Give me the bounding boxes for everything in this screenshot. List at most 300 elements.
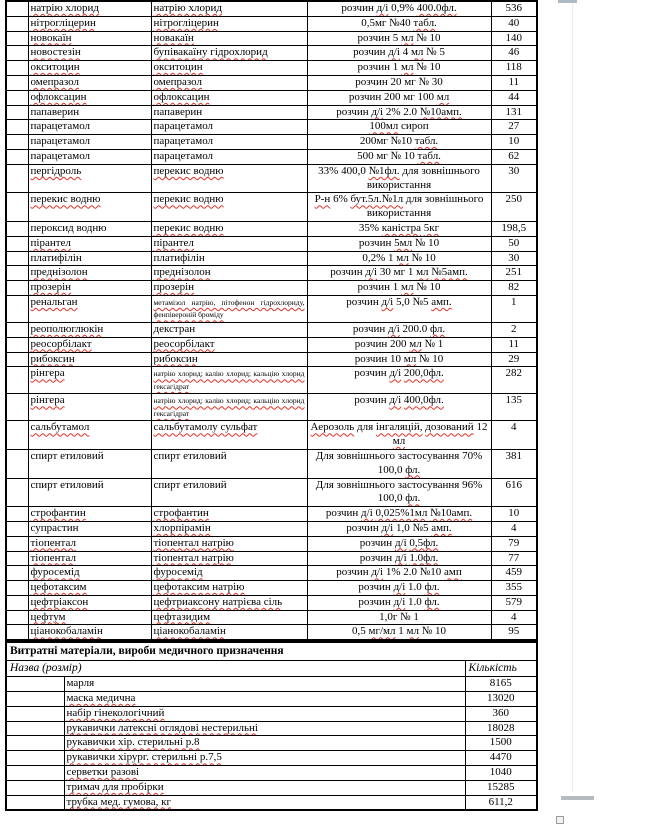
cell-text: 1: [387, 251, 394, 264]
cell-text: 35%: [358, 221, 380, 234]
cell-medication-name: [28, 322, 151, 337]
medication-row: [6, 352, 537, 367]
cell-text: 50: [508, 236, 520, 249]
cell-medication-name: [28, 507, 151, 522]
medication-row: [6, 16, 537, 31]
cell-dosage-form: [307, 352, 491, 367]
cell-generic-name: [151, 251, 307, 266]
cell-text: 18028: [487, 721, 515, 734]
cell-text: новакаїн: [153, 31, 194, 44]
cell-text: розчин: [357, 31, 390, 44]
cell-quantity: [491, 566, 537, 581]
cell-text: 282: [505, 367, 522, 380]
cell-text: рибоксин: [30, 352, 75, 365]
cell-text: 360: [492, 706, 510, 719]
cell-quantity: [491, 46, 537, 61]
cell-text: зовнішнього: [336, 449, 396, 462]
cell-dosage-form: [307, 581, 491, 596]
cell-text: мл: [403, 352, 417, 365]
cell-text: 11: [508, 337, 520, 350]
cell-text: 4470: [489, 751, 512, 764]
cell-text: 10: [389, 352, 401, 365]
cell-text: прозерін: [30, 281, 72, 294]
scrollbar-fragment-top[interactable]: [558, 0, 577, 3]
cell-generic-name: [151, 449, 307, 478]
cell-text: д/і: [388, 46, 400, 59]
cell-text: 2%: [385, 105, 401, 118]
cell-dosage-form: [307, 236, 491, 251]
cell-text: мл: [392, 435, 406, 448]
cell-quantity: [491, 610, 537, 625]
cell-text: омепразол: [30, 75, 80, 88]
cell-text: розчин: [358, 595, 391, 608]
cell-text: 1: [398, 625, 404, 638]
cell-text: перекис водню: [153, 221, 224, 234]
cell-quantity: [491, 75, 537, 90]
cell-text: розчин: [354, 394, 387, 407]
cell-text: 44: [508, 90, 520, 103]
cell-text: для: [357, 421, 374, 434]
page-boundary-line: [572, 0, 573, 792]
cell-medication-name: [28, 625, 151, 640]
cell-text: цефотаксим: [30, 581, 87, 594]
medication-row: [6, 610, 537, 625]
cell-text: 82: [508, 281, 520, 294]
cell-text: натрію хлорид; калію хлорид; кальцію хлорид гексагідрат: [153, 396, 305, 418]
cell-text: 1: [407, 266, 414, 279]
cell-text: інгаляцій,: [375, 421, 423, 434]
cell-text: 10: [508, 135, 520, 148]
medication-row: [6, 266, 537, 281]
cell-generic-name: [151, 322, 307, 337]
cell-index-empty: [6, 736, 64, 751]
cell-text: розчин: [354, 337, 388, 350]
cell-quantity: [491, 120, 537, 135]
cell-text: 400,0: [341, 164, 366, 177]
document-body: [5, 0, 538, 811]
cell-text: для: [402, 164, 419, 177]
cell-dosage-form: [307, 295, 491, 322]
cell-text: мл: [400, 31, 414, 44]
cell-text: папаверин: [30, 105, 80, 118]
cell-text: д/і: [371, 566, 384, 579]
medication-row: [6, 566, 537, 581]
cell-text: мг: [404, 75, 416, 88]
cell-text: тіопентал натрію: [153, 536, 234, 549]
cell-generic-name: [151, 352, 307, 367]
consumables-section-title: Витратні матеріали, вироби медичного призначення: [6, 642, 537, 661]
cell-text: 1040: [489, 766, 512, 779]
cell-text: мл: [406, 625, 419, 638]
cell-text: №: [411, 251, 422, 264]
cell-text: пероксид водню: [30, 221, 107, 234]
cell-dosage-form: [307, 551, 491, 566]
medication-row: [6, 337, 537, 352]
cell-text: 10: [429, 31, 441, 44]
cell-text: рукавички хірург. стерильні р.7,5: [66, 751, 222, 764]
cell-text: амп: [444, 566, 462, 579]
cell-text: розчин: [341, 2, 374, 14]
cell-text: д/і: [376, 2, 389, 14]
cell-text: 30: [508, 251, 520, 264]
cell-generic-name: [151, 164, 307, 193]
cell-text: розчин: [330, 266, 363, 279]
cell-medication-name: [28, 236, 151, 251]
cell-text: 1: [392, 281, 399, 294]
cell-text: д/і: [394, 536, 407, 549]
cell-text: 15285: [487, 780, 515, 793]
medication-row: [6, 193, 537, 222]
cell-quantity: [465, 692, 537, 707]
cell-text: 0,025%1мл: [375, 507, 428, 520]
cell-text: новокаїн: [30, 31, 72, 44]
cell-medication-name: [28, 478, 151, 507]
cell-index-empty: [6, 566, 28, 581]
cell-text: цефтриаксону натрієва сіль: [153, 595, 283, 608]
cell-text: фл.: [405, 463, 421, 476]
cell-text: №10амп.: [430, 507, 473, 520]
cell-index-empty: [6, 367, 28, 394]
cell-text: натрію хлорид; калію хлорид; кальцію хлорид гексагідрат: [153, 369, 305, 391]
cell-text: фл.: [405, 492, 421, 505]
cell-text: 79: [508, 536, 520, 549]
cell-text: 355: [505, 581, 522, 594]
cell-quantity: [465, 721, 537, 736]
medication-row: [6, 221, 537, 236]
cell-text: перекис водню: [153, 164, 224, 177]
cell-quantity: [491, 337, 537, 352]
cell-text: Р-н: [314, 193, 331, 206]
cell-text: 96%: [462, 478, 483, 491]
cell-dosage-form: [307, 337, 491, 352]
medication-row: [6, 625, 537, 640]
cell-text: 1500: [489, 736, 512, 749]
cell-text: новостезін: [30, 46, 81, 59]
cell-text: натрію хлорид: [30, 2, 99, 14]
cell-dosage-form: [307, 31, 491, 46]
cell-quantity: [491, 352, 537, 367]
cell-text: платифілін: [153, 251, 205, 264]
cell-text: 13020: [487, 692, 515, 705]
cell-text: 20: [390, 75, 402, 88]
cell-text: №: [416, 281, 427, 294]
cell-consumable-name: [64, 706, 465, 721]
cell-text: д/і: [365, 266, 378, 279]
cell-text: застосування: [397, 478, 460, 491]
consumable-row: [6, 721, 537, 736]
cell-dosage-form: [307, 266, 491, 281]
cell-text: парацетамол: [153, 149, 214, 162]
cell-generic-name: [151, 266, 307, 281]
cell-generic-name: [151, 478, 307, 507]
cell-text: натрію хлорид: [153, 2, 222, 14]
cell-dosage-form: [307, 478, 491, 507]
cell-dosage-form: [307, 566, 491, 581]
cell-consumable-name: [64, 692, 465, 707]
cell-quantity: [491, 281, 537, 296]
cell-text: 10: [429, 61, 441, 74]
cell-index-empty: [6, 193, 28, 222]
cell-generic-name: [151, 610, 307, 625]
consumable-row: [6, 795, 537, 810]
cell-text: мл: [416, 266, 429, 279]
cell-dosage-form: [307, 193, 491, 222]
cell-text: 2.0: [403, 566, 418, 579]
medication-row: [6, 46, 537, 61]
cell-text: спирт етиловий: [153, 478, 227, 491]
cell-text: тіопентал: [30, 551, 76, 564]
cell-text: рінгера: [30, 367, 65, 380]
cell-text: 579: [505, 595, 522, 608]
cell-text: розчин: [359, 536, 393, 549]
cell-text: преднізолон: [30, 266, 88, 279]
cell-quantity: [491, 221, 537, 236]
medication-row: [6, 322, 537, 337]
medication-row: [6, 507, 537, 522]
cell-generic-name: [151, 581, 307, 596]
cell-text: серветки разові: [66, 766, 140, 779]
cell-index-empty: [6, 149, 28, 164]
cell-dosage-form: [307, 90, 491, 105]
cell-quantity: [491, 31, 537, 46]
cell-text: №5: [412, 521, 429, 534]
cell-text: 536: [505, 2, 522, 14]
cell-text: мг: [393, 266, 406, 279]
cell-text: декстран: [153, 322, 196, 335]
cell-generic-name: [151, 135, 307, 150]
cell-text: №40: [389, 16, 411, 29]
cell-quantity: [491, 625, 537, 640]
medication-row: [6, 1, 537, 16]
cell-text: маска медична: [66, 692, 136, 705]
cell-text: сироп: [401, 120, 429, 133]
cell-text: д/і: [393, 581, 406, 594]
cell-text: 1,0г: [379, 610, 398, 623]
cell-text: розчин: [355, 75, 388, 88]
cell-index-empty: [6, 795, 64, 810]
cell-generic-name: [151, 120, 307, 135]
cell-text: тіопентал: [30, 536, 76, 549]
cell-generic-name: [151, 16, 307, 31]
cell-text: 611,2: [488, 795, 513, 808]
cell-text: Для: [315, 449, 334, 462]
cell-consumable-name: [64, 751, 465, 766]
cell-index-empty: [6, 780, 64, 795]
cell-text: строфантин: [30, 507, 86, 520]
cell-text: 0,9%: [391, 2, 414, 14]
cell-quantity: [491, 61, 537, 76]
cell-text: 27: [508, 120, 520, 133]
consumable-row: [6, 766, 537, 781]
cell-text: д/і: [381, 295, 394, 308]
cell-text: нітрогліцерин: [153, 16, 219, 29]
cell-text: строфантин: [153, 507, 209, 520]
cell-index-empty: [6, 221, 28, 236]
cell-index-empty: [6, 135, 28, 150]
cell-text: табл.: [414, 135, 439, 148]
cell-text: 250: [505, 193, 522, 206]
cell-text: перекис водню: [153, 193, 224, 206]
cell-quantity: [491, 193, 537, 222]
cell-index-empty: [6, 164, 28, 193]
cell-text: використання: [366, 178, 432, 191]
cell-text: окситоцин: [30, 61, 80, 74]
cell-dosage-form: [307, 449, 491, 478]
cell-text: папаверин: [153, 105, 203, 118]
cell-text: 0,2%: [362, 251, 386, 264]
cell-medication-name: [28, 449, 151, 478]
cell-text: 6%: [333, 193, 348, 206]
cell-dosage-form: [307, 322, 491, 337]
cell-quantity: [491, 16, 537, 31]
cell-dosage-form: [307, 61, 491, 76]
cell-generic-name: [151, 31, 307, 46]
cell-generic-name: [151, 625, 307, 640]
cell-medication-name: [28, 1, 151, 16]
cell-index-empty: [6, 75, 28, 90]
cell-text: 381: [505, 449, 522, 462]
cell-index-empty: [6, 421, 28, 450]
cell-quantity: [491, 581, 537, 596]
cell-index-empty: [6, 31, 28, 46]
cell-text: мл: [400, 61, 414, 74]
cell-quantity: [491, 595, 537, 610]
medication-row: [6, 478, 537, 507]
cell-text: 29: [508, 352, 520, 365]
cell-dosage-form: [307, 75, 491, 90]
cell-medication-name: [28, 551, 151, 566]
cell-index-empty: [6, 507, 28, 522]
cell-medication-name: [28, 149, 151, 164]
cell-text: 2: [511, 322, 517, 335]
cell-text: марля: [66, 677, 95, 690]
cell-quantity: [491, 251, 537, 266]
cell-text: 1.0: [408, 595, 422, 608]
medication-row: [6, 105, 537, 120]
cell-index-empty: [6, 281, 28, 296]
cell-text: спирт етиловий: [153, 449, 227, 462]
cell-text: спирт етиловий: [30, 449, 104, 462]
cell-text: тіопентал натрію: [153, 551, 234, 564]
cell-medication-name: [28, 90, 151, 105]
cell-index-empty: [6, 266, 28, 281]
cell-generic-name: [151, 595, 307, 610]
cell-text: фл.: [424, 595, 440, 608]
cell-quantity: [491, 478, 537, 507]
cell-medication-name: [28, 521, 151, 536]
cell-medication-name: [28, 595, 151, 610]
cell-dosage-form: [307, 105, 491, 120]
cell-medication-name: [28, 581, 151, 596]
cell-text: окситоцин: [153, 61, 203, 74]
cell-dosage-form: [307, 507, 491, 522]
cell-text: 251: [505, 266, 522, 279]
medication-row: [6, 251, 537, 266]
cell-dosage-form: [307, 251, 491, 266]
medication-row: [6, 367, 537, 394]
cell-text: 10: [403, 149, 415, 162]
cell-consumable-name: [64, 736, 465, 751]
cell-text: д/і: [389, 367, 402, 380]
cell-text: 40: [508, 16, 520, 29]
cell-consumable-name: [64, 677, 465, 692]
cell-text: 0,5мг: [361, 16, 387, 29]
cell-text: 1,0: [395, 521, 410, 534]
cell-text: розчин: [359, 551, 393, 564]
cell-consumable-name: [64, 795, 465, 810]
cell-text: 1: [392, 61, 399, 74]
cell-text: бупівакаїну гідрохлорид: [153, 46, 268, 59]
cell-text: застосування: [397, 449, 460, 462]
cell-text: розчин: [357, 61, 390, 74]
cell-quantity: [491, 394, 537, 421]
cell-text: парацетамол: [30, 120, 91, 133]
cell-quantity: [491, 551, 537, 566]
cell-index-empty: [6, 105, 28, 120]
cell-dosage-form: [307, 135, 491, 150]
cell-medication-name: [28, 295, 151, 322]
medications-table-body: [6, 1, 537, 640]
cell-text: 4: [511, 521, 517, 534]
cell-medication-name: [28, 337, 151, 352]
cell-index-empty: [6, 295, 28, 322]
cell-quantity: [491, 295, 537, 322]
cell-text: 10: [424, 251, 436, 264]
cell-medication-name: [28, 31, 151, 46]
cell-quantity: [491, 449, 537, 478]
cell-text: розчин: [336, 105, 369, 118]
cell-text: 200мг: [359, 135, 388, 148]
cell-text: мл: [436, 90, 450, 103]
cell-text: 0,5: [352, 625, 366, 638]
cell-index-empty: [6, 677, 64, 692]
medication-row: [6, 164, 537, 193]
scrollbar-fragment-bottom[interactable]: [561, 796, 594, 800]
cell-quantity: [491, 135, 537, 150]
cell-quantity: [465, 751, 537, 766]
cell-text: ренальган: [30, 295, 78, 308]
cell-text: 77: [508, 551, 520, 564]
medications-table: [5, 0, 538, 641]
cell-text: 62: [508, 149, 520, 162]
cell-generic-name: [151, 394, 307, 421]
cell-text: тримач для пробірки: [66, 780, 164, 793]
medication-row: [6, 394, 537, 421]
cell-index-empty: [6, 90, 28, 105]
cell-text: для: [405, 193, 423, 206]
cell-dosage-form: [307, 421, 491, 450]
cell-text: мл: [400, 281, 414, 294]
cell-text: 30: [431, 75, 443, 88]
cell-index-empty: [6, 521, 28, 536]
cell-text: 5мл: [394, 236, 413, 249]
cell-text: розчин: [346, 521, 379, 534]
consumable-row: [6, 706, 537, 721]
medication-row: [6, 581, 537, 596]
cell-text: 1%: [385, 566, 401, 579]
cell-text: 1: [437, 337, 444, 350]
cell-index-empty: [6, 692, 64, 707]
cell-text: мл: [409, 337, 422, 350]
cell-text: зовнішнього: [336, 478, 396, 491]
cell-text: №: [414, 236, 426, 249]
cell-text: 4: [511, 610, 517, 623]
cell-generic-name: [151, 149, 307, 164]
cell-text: каністра: [381, 221, 422, 234]
cell-quantity: [491, 536, 537, 551]
cell-text: №: [424, 337, 435, 350]
cell-text: фуросемід: [153, 566, 203, 579]
